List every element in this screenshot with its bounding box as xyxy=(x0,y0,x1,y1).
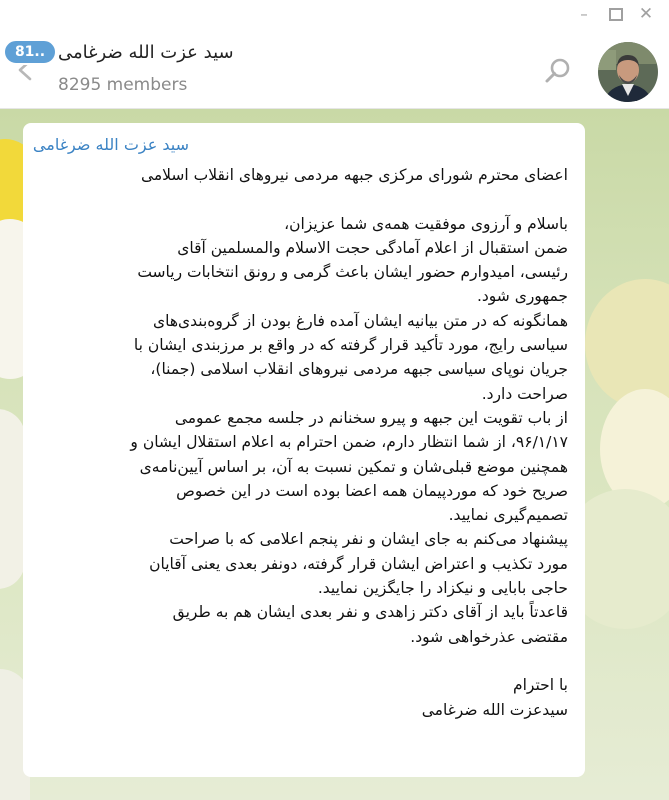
message-line: رئیسی، امیدوارم حضور ایشان باعث گرمی و رونق انتخابات ریاست xyxy=(137,263,568,282)
message-line: همچنین موضع قبلی‌شان و تمکین نسبت به آن، بر اساس آیین‌نامه‌ی xyxy=(139,457,568,476)
message-line: تصمیم‌گیری نمایید. xyxy=(448,506,568,525)
member-count: 8295 members xyxy=(58,75,188,95)
message-line: ۹۶/۱/۱۷، از شما انتظار دارم، ضمن احترام به اعلام استقلال ایشان و xyxy=(130,433,568,452)
message-bubble[interactable] xyxy=(23,123,585,777)
message-line: اعضای محترم شورای مرکزی جبهه مردمی نیروهای انقلاب اسلامی xyxy=(140,166,568,184)
minimize-icon[interactable]: – xyxy=(580,5,588,23)
search-icon[interactable] xyxy=(542,54,576,88)
chat-title[interactable]: سید عزت الله ضرغامی xyxy=(58,42,234,63)
window-titlebar xyxy=(0,0,669,28)
message-line: پیشنهاد می‌کنم به جای ایشان و نفر پنجم اعلامی که با صراحت xyxy=(169,530,568,549)
message-line: ضمن استقبال از اعلام آمادگی حجت الاسلام والمسلمین آقای xyxy=(177,238,568,257)
close-icon[interactable]: ✕ xyxy=(638,4,654,24)
message-line: صراحت دارد. xyxy=(481,384,568,403)
message-line: جمهوری شود. xyxy=(476,287,568,306)
message-line: همانگونه که در متن بیانیه ایشان آمده فارغ بودن از گروه‌بندی‌های xyxy=(152,311,568,330)
message-line: باسلام و آرزوی موفقیت همه‌ی شما عزیزان، xyxy=(284,214,568,233)
message-line: از باب تقویت این جبهه و پیرو سخنانم در جلسه مجمع عمومی xyxy=(174,408,568,427)
message-line: قاعدتاً باید از آقای دکتر زاهدی و نفر بعدی ایشان هم به طریق xyxy=(172,603,568,622)
avatar[interactable] xyxy=(598,42,658,102)
message-line: جریان نوپای سیاسی جبهه مردمی نیروهای انقلاب اسلامی (جمنا)، xyxy=(150,360,568,379)
message-line: مورد تکذیب و اعتراض ایشان قرار گرفته، دونفر بعدی یعنی آقایان xyxy=(149,554,568,573)
message-line xyxy=(28,187,568,211)
message-line xyxy=(28,649,568,673)
unread-count-badge[interactable]: 81.. xyxy=(3,39,57,65)
message-line: صریح خود که موردپیمان همه اعضا بوده است در این خصوص xyxy=(176,481,568,500)
message-line: حاجی بابایی و نیکزاد را جایگزین نمایید. xyxy=(317,579,568,598)
message-line: مقتضی عذرخواهی شود. xyxy=(410,627,568,646)
message-text xyxy=(28,163,568,722)
chat-header xyxy=(0,28,669,109)
message-sender-name[interactable]: سید عزت الله ضرغامی xyxy=(32,135,189,154)
maximize-icon[interactable] xyxy=(606,4,626,24)
message-line: سیاسی رایج، مورد تأکید قرار گرفته که در واقع بر مرزبندی ایشان با xyxy=(133,336,568,355)
message-line: سیدعزت الله ضرغامی xyxy=(421,700,568,719)
message-line: با احترام xyxy=(513,676,568,695)
